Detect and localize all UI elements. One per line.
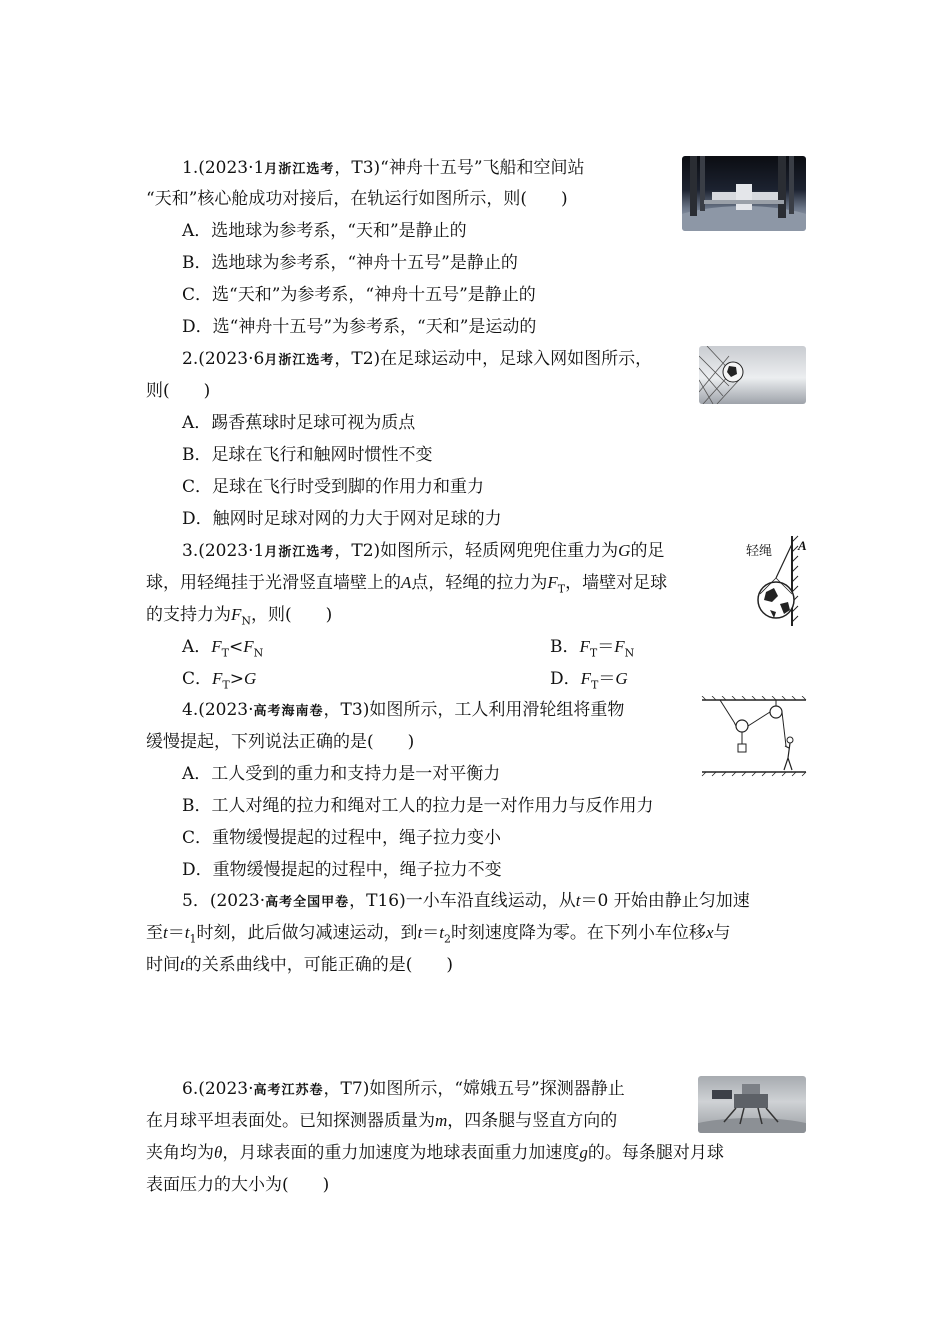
q3-option-b-relation: ＝ [597,637,615,657]
q5-number: 5．(2023· [182,891,266,911]
q5-line-1 [182,890,750,914]
football-net-illustration [699,346,806,404]
q3-stem-c1: 的支持力为 [146,605,231,625]
space-station-photo [682,156,806,231]
q6-stem-a: ，T7)如图所示，“嫦娥五号”探测器静止 [323,1079,625,1099]
q5-t1-symbol: t [184,923,190,942]
q3-rope-label: 轻绳 [746,544,773,559]
q1-option-c: C．选“天和”为参考系，“神舟十五号”是静止的 [182,285,536,305]
q3-option-b-ft-sub: T [589,646,598,660]
q5-stem-b6: 与 [713,923,731,943]
q1-number: 1.(2023·1 [182,158,265,178]
q3-stem-a2: 的足 [630,541,665,561]
q3-option-d-relation: ＝ [598,669,616,689]
lunar-probe-photo [698,1076,806,1133]
q6-line-2 [146,1110,617,1132]
q4-option-c: C．重物缓慢提起的过程中，绳子拉力变小 [182,828,502,848]
q3-option-a-ft: F [211,637,222,656]
q1-line-2: “天和”核心舱成功对接后，在轨运行如图所示，则( ) [146,189,568,209]
q3-option-b-fn: F [614,637,625,656]
q3-option-c-label: C． [182,669,213,689]
q3-option-a-fn-sub: N [253,646,264,660]
q3-point-a-label: A [798,538,807,553]
q3-stem-b3: ，墙壁对足球 [565,573,668,593]
q6-stem-c3: 的。每条腿对月球 [587,1143,724,1163]
q4-stem-a: ，T3)如图所示，工人利用滑轮组将重物 [323,700,625,720]
q5-line-3 [146,954,453,976]
q4-line-1 [182,699,624,723]
q3-normal-symbol: F [231,605,242,624]
q2-line-2: 则( ) [146,381,211,401]
q5-stem-c1: 时间 [146,955,180,975]
q3-option-a [182,636,263,664]
q3-option-c-ft: F [212,669,223,688]
q2-source: 月浙江选考 [264,353,335,368]
q6-stem-c1: 夹角均为 [146,1143,214,1163]
q6-mass-symbol: m [435,1111,448,1130]
q2-line-1 [182,348,652,372]
q6-stem-b2: ，四条腿与竖直方向的 [447,1111,618,1131]
q4-option-d: D．重物缓慢提起的过程中，绳子拉力不变 [182,860,502,880]
q5-source: 高考全国甲卷 [265,895,350,910]
q5-stem-b1: 至 [146,923,163,943]
q3-stem-c2: ，则( ) [251,605,333,625]
q3-option-c [182,668,256,696]
q6-stem-c2: ，月球表面的重力加速度为地球表面重力加速度 [222,1143,580,1163]
q5-line-2 [146,922,730,950]
q1-line-1 [182,157,585,181]
q3-option-a-label: A． [182,637,212,657]
q1-source: 月浙江选考 [264,162,335,177]
q3-line-3 [146,604,332,632]
q3-option-b-label: B． [550,637,580,657]
q5-t2-subscript: 2 [443,932,451,946]
q1-option-a: A．选地球为参考系，“天和”是静止的 [182,221,467,241]
football-net-photo [699,346,806,404]
q3-point-symbol: A [401,573,412,592]
q3-option-b-ft: F [579,637,590,656]
q5-t-symbol-4: t [180,955,185,974]
q1-option-b: B．选地球为参考系，“神舟十五号”是静止的 [182,253,518,273]
q3-option-d-ft-sub: T [591,678,599,692]
pulley-worker-illustration [700,696,808,780]
q5-graph-row [308,980,688,1072]
q2-option-c: C．足球在飞行时受到脚的作用力和重力 [182,477,485,497]
q3-line-1 [182,540,664,564]
lunar-lander-illustration [698,1076,806,1133]
q6-theta-symbol: θ [214,1143,223,1162]
q3-option-c-relation: > [229,669,244,689]
q6-line-1 [182,1078,625,1102]
q4-option-b: B．工人对绳的拉力和绳对工人的拉力是一对作用力与反作用力 [182,796,654,816]
q5-stem-b4: ＝ [422,923,440,943]
q6-g-symbol: g [579,1143,588,1162]
q3-stem-b1: 球，用轻绳挂于光滑竖直墙壁上的 [146,573,401,593]
q2-option-a: A．踢香蕉球时足球可视为质点 [182,413,416,433]
q3-option-d [550,668,628,696]
q3-stem-a: ，T2)如图所示，轻质网兜兜住重力为 [334,541,619,561]
q4-line-2: 缓慢提起，下列说法正确的是( ) [146,732,415,752]
q5-stem-a2: ＝0 开始由静止匀加速 [580,891,750,911]
q3-tension-subscript: T [557,582,566,596]
q3-gravity-symbol: G [618,541,631,560]
q3-option-d-ft: F [580,669,592,688]
q1-option-d: D．选“神舟十五号”为参考系，“天和”是运动的 [182,317,537,337]
q2-option-d: D．触网时足球对网的力大于网对足球的力 [182,509,502,529]
q3-option-a-relation: < [229,637,244,657]
q3-line-2 [146,572,667,600]
q4-option-a: A．工人受到的重力和支持力是一对平衡力 [182,764,501,784]
q6-stem-b1: 在月球平坦表面处。已知探测器质量为 [146,1111,435,1131]
q2-stem-a: ，T2)在足球运动中，足球入网如图所示， [334,349,653,369]
q5-x-symbol: x [705,923,714,942]
q3-option-a-fn: F [243,637,254,656]
q5-t-symbol-2: t [163,923,168,942]
space-station-illustration [682,156,806,231]
q5-stem-b2: ＝ [167,923,185,943]
q6-line-3 [146,1142,724,1164]
q3-option-c-g: G [244,669,257,688]
q5-t-symbol-3: t [417,923,423,942]
q5-t2-symbol: t [439,923,444,942]
q3-option-c-ft-sub: T [222,678,230,692]
q3-stem-b2: 点，轻绳的拉力为 [411,573,548,593]
q4-source: 高考海南卷 [253,704,324,719]
q2-number: 2.(2023·6 [182,349,265,369]
q5-stem-b3: 时刻，此后做匀减速运动，到 [196,923,418,943]
q5-stem-a1: ，T16)一小车沿直线运动，从 [349,891,576,911]
q3-option-b-fn-sub: N [624,646,635,660]
q1-stem-a: ，T3)“神舟十五号”飞船和空间站 [334,158,585,178]
q3-tension-symbol: F [547,573,558,592]
q3-source: 月浙江选考 [264,545,335,560]
q3-number: 3.(2023·1 [182,541,265,561]
q3-option-a-ft-sub: T [221,646,230,660]
q4-figure [700,696,808,780]
q5-stem-c2: 的关系曲线中，可能正确的是( ) [184,955,453,975]
q4-number: 4.(2023· [182,700,254,720]
q6-line-4: 表面压力的大小为( ) [146,1175,330,1195]
q5-t1-subscript: 1 [189,932,197,946]
q3-option-d-label: D． [550,669,581,689]
q2-option-b: B．足球在飞行和触网时惯性不变 [182,445,433,465]
q3-option-d-g: G [615,669,628,688]
q3-option-b [550,636,634,664]
q5-t-symbol: t [575,891,581,910]
q6-number: 6.(2023· [182,1079,254,1099]
q5-stem-b5: 时刻速度降为零。在下列小车位移 [450,923,706,943]
q6-source: 高考江苏卷 [253,1083,324,1098]
q3-normal-subscript: N [241,614,252,628]
q3-figure [744,532,808,628]
